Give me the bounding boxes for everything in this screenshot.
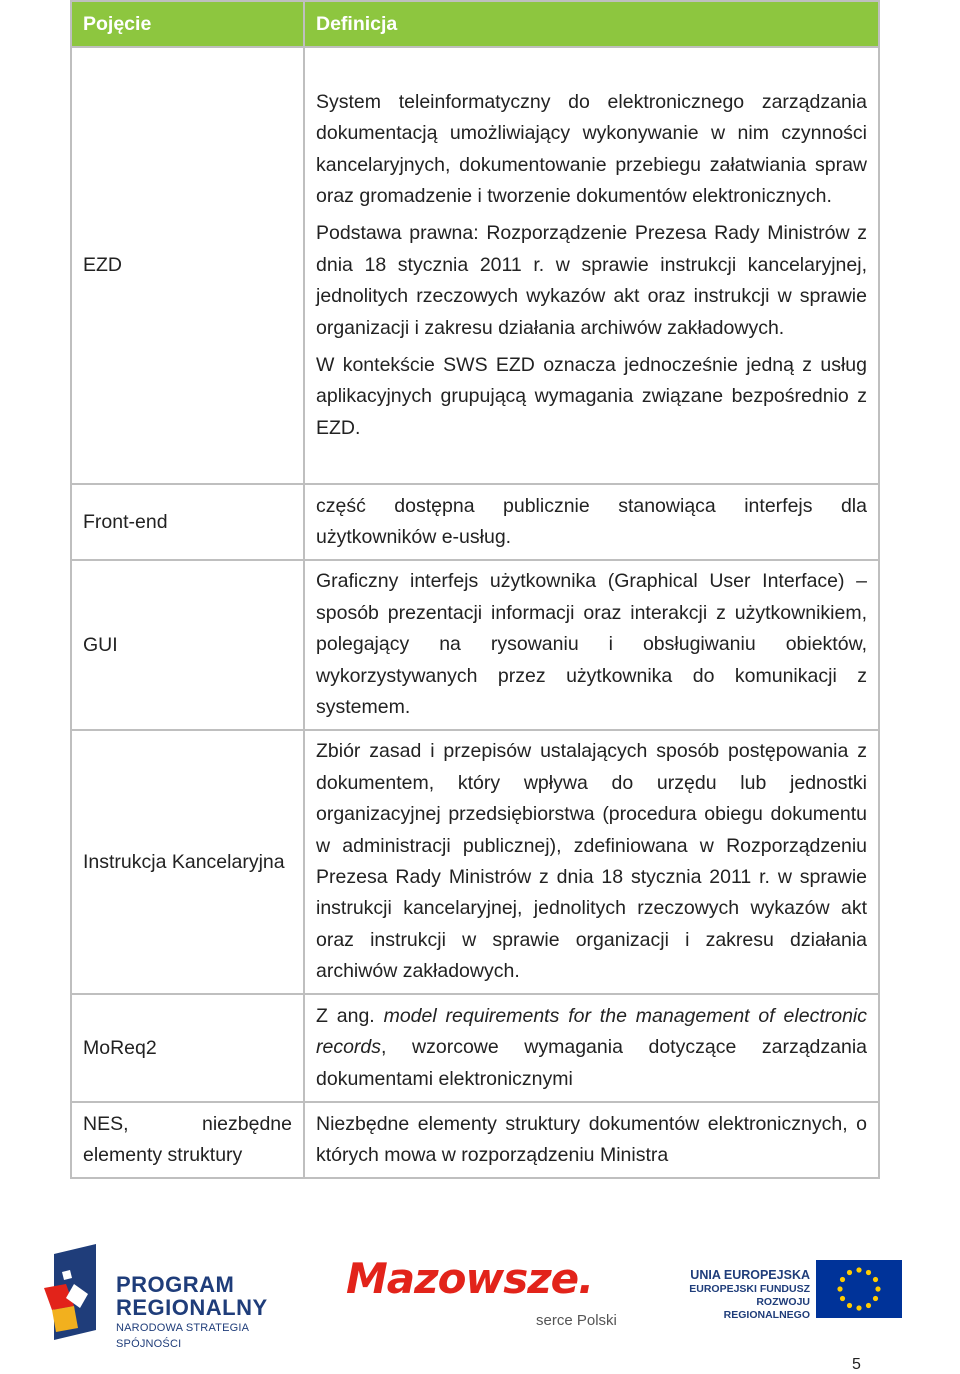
header-definition: Definicja [304,1,879,47]
term-word: niezbędne [202,1112,292,1135]
definition-paragraph: W kontekście SWS EZD oznacza jednocześnie jedną z usług aplikacyjnych grupującą wymagania związane bezpośrednio z EZD. [316,354,867,439]
term-cell: Front-end [71,484,304,560]
mazowsze-wordmark: Mazowsze. [346,1254,594,1303]
header-term: Pojęcie [71,1,304,47]
definition-cell [304,47,879,484]
definition-paragraph: Zbiór zasad i przepisów ustalających sposób postępowania z dokumentem, który wpływa do urzędu lub jednostki organizacyjnej przedsiębiorstwa (procedura obiegu dokumentu w administracji publicznej), zdefiniowana w Rozporządzeniu Prezesa Rady Ministrów z dnia 18 stycznia 2011 r. w sprawie instrukcji kancelaryjnej, jednolitych rzeczowych wykazów akt oraz instrukcji w sprawie organizacji i zakresu działania archiwów zakładowych. [316,740,867,983]
eu-star-icon [837,1286,842,1291]
eu-star-icon [873,1296,878,1301]
term-line: elementy struktury [83,1144,243,1166]
eu-fund: EUROPEJSKI FUNDUSZ [689,1283,810,1295]
eu-star-icon [856,1267,861,1272]
eu-star-icon [840,1277,845,1282]
term-cell: GUI [71,560,304,730]
term-cell [71,1102,304,1178]
table-row [71,484,879,560]
regionalny-text: REGIONALNY [116,1295,268,1320]
eu-star-icon [873,1277,878,1282]
term-cell: EZD [71,47,304,484]
definition-paragraph: Niezbędne elementy struktury dokumentów elektronicznych, o których mowa w rozporządzeniu Ministra [316,1112,867,1166]
term-word: NES, [83,1112,129,1135]
definition-paragraph: część dostępna publicznie stanowiąca interfejs dla użytkowników e-usług. [316,494,867,548]
eu-star-icon [866,1303,871,1308]
eu-star-icon [866,1270,871,1275]
eu-logo [668,1260,908,1320]
table-header-row [71,1,879,47]
table-row [71,1102,879,1178]
program-regionalny-emblem-icon [44,1244,114,1340]
definition-italic-term: model requirements for the management of electronic records [316,1004,867,1059]
eu-star-icon [856,1305,861,1310]
eu-name: UNIA EUROPEJSKA [690,1268,810,1282]
definition-cell [304,994,879,1102]
mazowsze-logo [346,1254,626,1334]
table-row [71,994,879,1102]
definition-paragraph [316,1001,867,1095]
definition-paragraph: System teleinformatyczny do elektronicznego zarządzania dokumentacją umożliwiający wykonywanie w nim czynności kancelaryjnych, dokumentowanie przebiegu załatwiania spraw oraz gromadzenie i tworzenie dokumentów elektronicznych. [316,90,867,207]
program-text: PROGRAM [116,1272,235,1297]
table-row [71,47,879,484]
eu-star-icon [847,1270,852,1275]
term-cell: Instrukcja Kancelaryjna [71,730,304,994]
eu-star-icon [875,1286,880,1291]
eu-fund-regional: ROZWOJU REGIONALNEGO [723,1296,810,1321]
program-regionalny-text [116,1274,314,1352]
definition-paragraph: Podstawa prawna: Rozporządzenie Prezesa Rady Ministrów z dnia 18 stycznia 2011 r. w sprawie instrukcji kancelaryjnej, jednolitych rzeczowych wykazów akt oraz instrukcji w sprawie organizacji i zakresu działania archiwów zakładowych. [316,222,867,339]
definition-paragraph: Graficzny interfejs użytkownika (Graphical User Interface) – sposób prezentacji informacji oraz interakcji z użytkownikiem, polegający na rysowaniu i obsługiwaniu obiektów, wykorzystywanych przez użytkownika do komunikacji z systemem. [316,570,867,719]
eu-star-icon [840,1296,845,1301]
eu-flag-icon [816,1260,902,1318]
table-row [71,560,879,730]
eu-star-icon [847,1303,852,1308]
page-number: 5 [852,1356,861,1373]
definition-cell [304,560,879,730]
table-row [71,730,879,994]
definition-cell [304,484,879,560]
definition-suffix: , wzorcowe wymagania dotyczące zarządzania dokumentami elektronicznymi [316,1036,867,1090]
footer-logos [0,1236,960,1350]
definition-prefix: Z ang. [316,1004,384,1027]
definition-cell [304,730,879,994]
definitions-table [70,0,880,1179]
term-line [83,1109,292,1140]
term-cell: MoReq2 [71,994,304,1102]
program-regionalny-logo [44,1244,314,1350]
mazowsze-tagline: serce Polski [536,1312,617,1329]
eu-text [668,1268,810,1322]
strategia-text: NARODOWA STRATEGIA SPÓJNOŚCI [116,1322,249,1350]
definition-cell [304,1102,879,1178]
